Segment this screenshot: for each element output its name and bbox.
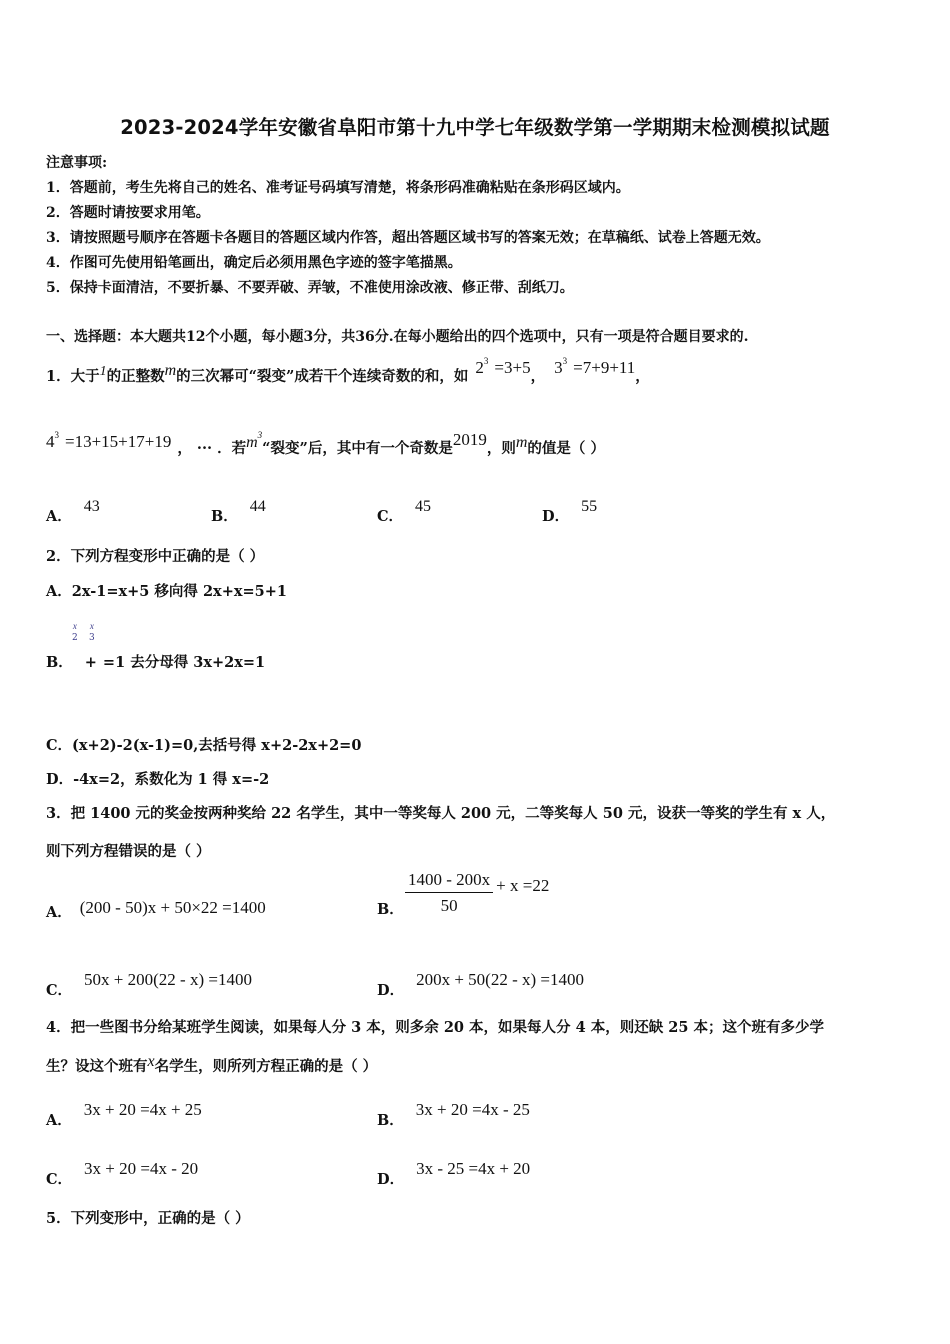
question-5-stem: 5．下列变形中，正确的是（ ） (46, 1210, 250, 1227)
question-2-stem: 2．下列方程变形中正确的是（ ） (46, 548, 265, 565)
q2-option-b: B． + =1 去分母得 3x+2x=1 (46, 654, 266, 671)
q2-b-fraction-2: x 3 (89, 621, 95, 643)
q4-option-d: D．3x - 25 =4x + 20 (377, 1159, 531, 1188)
question-4-stem-2: 生？设这个班有x名学生，则所列方程正确的是（ ） (46, 1053, 378, 1075)
question-3-stem-1: 3．把 1400 元的奖金按两种奖给 22 名学生，其中一等奖每人 200 元，二等奖每人 50 元，设获一等奖的学生有 x 人， (46, 805, 836, 822)
q3-option-d: D．200x + 50(22 - x) =1400 (377, 970, 584, 999)
q2-b-fraction-1: x 2 (72, 621, 78, 643)
q1-example-2: $3^3 =7+9+11$ (554, 356, 636, 377)
question-1-line-2 (46, 430, 605, 458)
q1-comma-2: ， (635, 368, 650, 385)
q1-m: m (164, 362, 177, 379)
q1-option-b: B．44 (211, 498, 266, 525)
q1-comma-1: ， (530, 368, 546, 385)
q4-option-a: A．3x + 20 =4x + 25 (46, 1100, 202, 1129)
q2-option-d: D．-4x=2，系数化为 1 得 x=-2 (46, 771, 270, 788)
q1-option-c: C．45 (377, 498, 432, 525)
q1-dots: ， ··· ．若 (177, 440, 247, 457)
q1-prefix: 1．大于 (46, 368, 100, 385)
q1-mid2: 的三次幂可“裂变”成若干个连续奇数的和，如 (176, 368, 469, 385)
q1-odd: 2019 (452, 430, 487, 449)
q1-option-d: D．55 (542, 498, 598, 525)
q2-option-a: A．2x-1=x+5 移向得 2x+x=5+1 (46, 583, 287, 600)
q2-option-c: C．(x+2)-2(x-1)=0,去括号得 x+2-2x+2=0 (46, 737, 362, 754)
note-item-3: 3．请按照题号顺序在答题卡各题目的答题区域内作答，超出答题区域书写的答案无效；在草稿纸、试卷上答题无效。 (46, 230, 770, 246)
q1-m3: $m^3$ (246, 430, 263, 451)
q1-one: 1 (99, 364, 107, 379)
notes-heading: 注意事项: (46, 155, 108, 171)
note-item-5: 5．保持卡面清洁，不要折暴、不要弄破、弄皱，不准使用涂改液、修正带、刮纸刀。 (46, 280, 574, 296)
note-item-2: 2．答题时请按要求用笔。 (46, 205, 210, 221)
question-1-line-1 (46, 356, 650, 386)
q3-option-b-label: B． (377, 901, 404, 918)
q1-example-1: $2^3 =3+5$ (475, 356, 531, 377)
q3-option-a: A． (200 - 50)x + 50×22 =1400 (46, 898, 266, 921)
page-title: 2023-2024学年安徽省阜阳市第十九中学七年级数学第一学期期末检测模拟试题 (120, 116, 830, 139)
q3-b-fraction: $\frac{1400 - 200x}{50}$ (405, 870, 493, 916)
question-4-stem-1: 4．把一些图书分给某班学生阅读，如果每人分 3 本，则多余 20 本，如果每人分 4 本，则还缺 25 本；这个班有多少学 (46, 1019, 825, 1036)
q1-example-3: $4^3 =13+15+17+19$ (46, 430, 172, 451)
note-item-1: 1．答题前，考生先将自己的姓名、准考证号码填写清楚，将条形码准确粘贴在条形码区域内。 (46, 180, 630, 196)
section-heading: 一、选择题：本大题共12个小题，每小题3分，共36分.在每小题给出的四个选项中，只有一项是符合题目要求的. (46, 329, 749, 345)
q1-option-a: A．43 (46, 498, 100, 525)
question-3-stem-2: 则下列方程错误的是（ ） (46, 843, 211, 860)
q1-end: 的值是（ ） (527, 440, 605, 457)
note-item-4: 4．作图可先使用铅笔画出，确定后必须用黑色字迹的签字笔描黑。 (46, 255, 462, 271)
q4-option-c: C．3x + 20 =4x - 20 (46, 1159, 199, 1188)
q3-option-c: C．50x + 200(22 - x) =1400 (46, 970, 252, 999)
q1-mid3: “裂变”后，其中有一个奇数是 (262, 440, 453, 457)
q1-mid4: ，则 (486, 440, 516, 457)
q1-m-2: m (515, 434, 528, 451)
q3-option-b-expr: $\frac{1400 - 200x}{50}$ + x =22 (405, 870, 549, 916)
q4-option-b: B．3x + 20 =4x - 25 (377, 1100, 530, 1129)
q1-mid1: 的正整数 (106, 368, 165, 385)
